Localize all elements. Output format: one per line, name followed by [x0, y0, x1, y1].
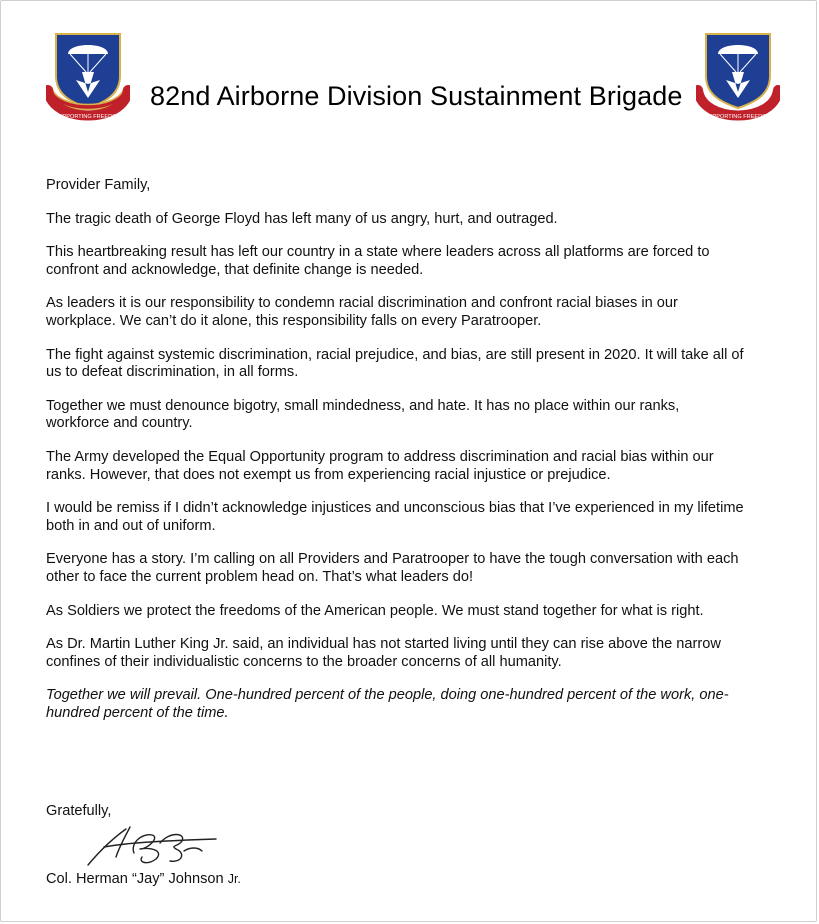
paragraph: The tragic death of George Floyd has left many of us angry, hurt, and outraged.	[46, 210, 558, 227]
signer-suffix: Jr.	[227, 872, 241, 886]
paragraph: The fight against systemic discrimination, racial prejudice, and bias, are still present in 2020. It will take all of us to defeat discrimination, in all forms.	[46, 346, 744, 381]
paragraph: Everyone has a story. I’m calling on all Providers and Paratrooper to have the tough conversation with each other to face the current problem head on. That’s what leaders do!	[46, 551, 739, 585]
handwritten-signature	[86, 823, 221, 871]
svg-text:SUPPORTING FREEDOM: SUPPORTING FREEDOM	[704, 114, 772, 120]
closing-motto: Together we will prevail. One-hundred percent of the people, doing one-hundred percent of the work, one-hundred percent of the time.	[46, 687, 729, 721]
closing: Gratefully,	[46, 803, 112, 819]
letterhead-title: 82nd Airborne Division Sustainment Brigade	[150, 81, 683, 111]
paragraph: The Army developed the Equal Opportunity program to address discrimination and racial bias within our ranks. However, that does not exempt us from experiencing racial injustice or prejudice.	[46, 448, 714, 483]
letter-body	[46, 177, 746, 738]
paragraph: As Soldiers we protect the freedoms of the American people. We must stand together for what is right.	[46, 602, 704, 619]
paragraph: Together we must denounce bigotry, small mindedness, and hate. It has no place within our ranks, workforce and country.	[46, 397, 680, 432]
svg-text:SUPPORTING FREEDOM: SUPPORTING FREEDOM	[54, 114, 122, 120]
signer-name-line	[46, 871, 241, 887]
paragraph: As Dr. Martin Luther King Jr. said, an individual has not started living until they can rise above the narrow confines of their individualistic concerns to the broader concerns of all humanity.	[46, 636, 721, 670]
unit-crest-icon	[696, 32, 780, 126]
salutation: Provider Family,	[46, 177, 151, 193]
unit-crest-icon	[46, 32, 130, 126]
paragraph: As leaders it is our responsibility to condemn racial discrimination and confront racial biases in our workplace. We can’t do it alone, this responsibility falls on every Paratrooper.	[46, 295, 678, 329]
paragraph: This heartbreaking result has left our country in a state where leaders across all platforms are forced to confront and acknowledge, that definite change is needed.	[46, 244, 710, 278]
paragraph: I would be remiss if I didn’t acknowledge injustices and unconscious bias that I’ve experienced in my lifetime both in and out of uniform.	[46, 500, 744, 534]
signer-name: Col. Herman “Jay” Johnson	[46, 871, 224, 887]
